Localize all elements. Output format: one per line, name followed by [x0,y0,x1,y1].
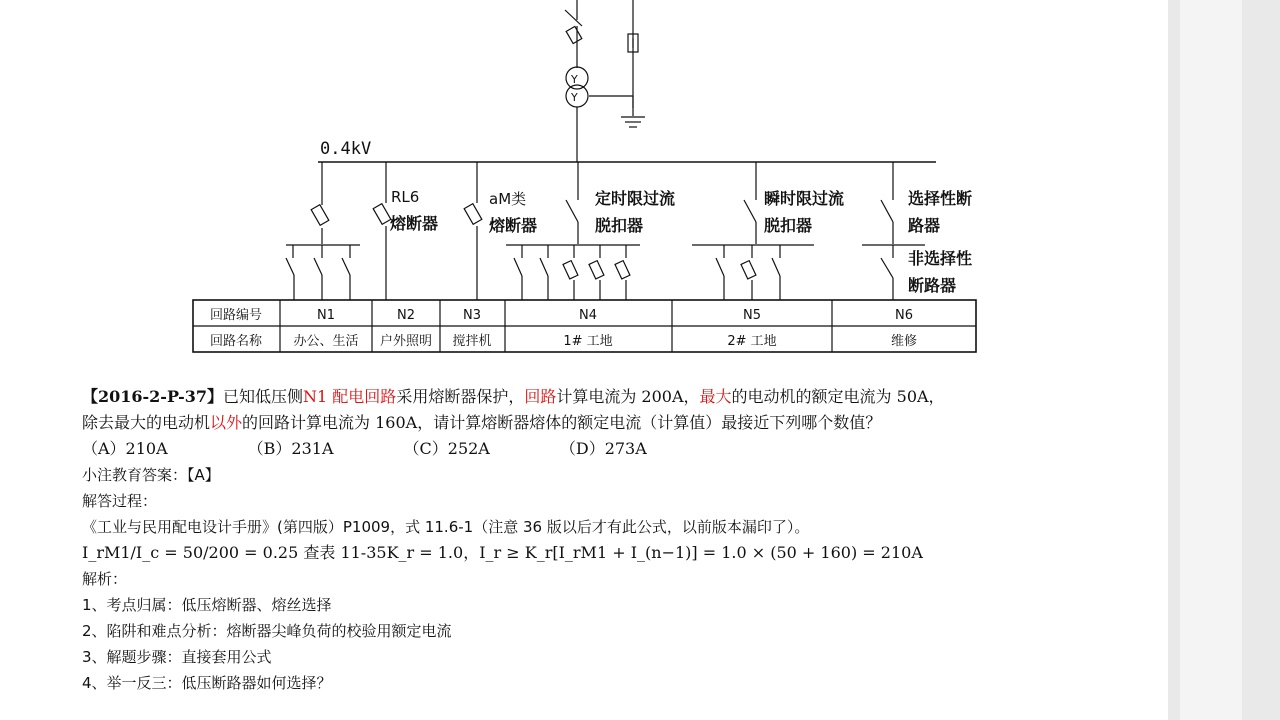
table-cell-name: 搅拌机 [452,334,492,349]
question-line-1 [82,384,1142,410]
scrollbar-track[interactable] [1180,0,1242,720]
question-tag: 【2016-2-P-37】 [82,387,224,406]
reference-line: 《工业与民用配电设计手册》(第四版）P1009，式 11.6-1（注意 36 版以后才有此公式，以前版本漏印了）。 [82,518,810,536]
question-text: 计算电流为 200A， [556,387,700,406]
question-text: 的回路计算电流为 160A，请计算熔断器熔体的额定电流（计算值）最接近下列哪个数值？ [242,413,882,432]
label-selective-line1: 选择性断 [908,189,973,208]
incoming-feeder [565,0,645,162]
options-row [82,436,1142,462]
answer-line: 小注教育答案：【A】 [82,466,220,484]
branch-n3 [464,162,482,300]
label-instant-line1: 瞬时限过流 [764,189,845,208]
svg-text:Y: Y [571,91,578,104]
label-nonselective-line1: 非选择性 [908,249,973,268]
label-rl6-line1: RL6 [391,188,420,206]
label-am-line1: aM类 [489,190,527,208]
branch-n2 [373,162,391,300]
highlight-text: N1 配电回路 [303,387,397,406]
label-selective-line2: 路器 [908,216,941,235]
table-header-name: 回路名称 [209,334,263,349]
question-text: 除去最大的电动机 [82,413,211,432]
table-cell-no: N4 [579,308,597,323]
table-cell-name: 办公、生活 [293,334,359,349]
question-text: 的电动机的额定电流为 50A， [731,387,945,406]
table-cell-name: 户外照明 [379,334,433,349]
table-cell-no: N6 [895,308,913,323]
table-cell-name: 2# 工地 [727,334,777,349]
table-header-no: 回路编号 [209,308,263,323]
option-d[interactable]: （D）273A [559,439,647,458]
table-cell-name: 维修 [890,334,918,349]
highlight-text: 回路 [524,387,557,406]
circuit-table [193,300,976,352]
question-text-block [82,384,1142,696]
bus-voltage-label: 0.4kV [320,139,372,159]
analysis-item: 3、解题步骤：直接套用公式 [82,648,272,666]
analysis-item: 1、考点归属：低压熔断器、熔丝选择 [82,596,332,614]
question-text: 采用熔断器保护， [396,387,525,406]
label-am-line2: 熔断器 [489,216,538,235]
process-title: 解答过程： [82,492,158,510]
highlight-text: 最大 [699,387,732,406]
table-cell-no: N3 [463,308,481,323]
svg-text:Y: Y [571,73,578,86]
question-line-2 [82,410,1142,436]
option-c[interactable]: （C）252A [403,439,490,458]
label-instant-line2: 脱扣器 [764,216,813,235]
analysis-title: 解析： [82,570,128,588]
table-cell-no: N1 [317,308,335,323]
wiring-diagram [0,0,1168,380]
label-rl6-line2: 熔断器 [390,214,439,233]
label-timed-line2: 脱扣器 [595,216,644,235]
highlight-text: 以外 [210,413,243,432]
formula-line: I_rM1/I_c = 50/200 = 0.25 查表 11-35K_r = 1.0，I_r ≥ K_r[I_rM1 + I_(n−1)] = 1.0 × (50 + 160) = 210A [82,543,923,562]
option-b[interactable]: （B）231A [247,439,334,458]
analysis-item: 4、举一反三：低压断路器如何选择？ [82,674,332,692]
label-nonselective-line2: 断路器 [908,276,957,295]
table-cell-no: N2 [397,308,415,323]
option-a[interactable]: （A）210A [82,439,168,458]
analysis-item: 2、陷阱和难点分析：熔断器尖峰负荷的校验用额定电流 [82,622,452,640]
table-cell-no: N5 [743,308,761,323]
question-text: 已知低压侧 [223,387,304,406]
table-cell-name: 1# 工地 [563,334,613,349]
label-timed-line1: 定时限过流 [595,189,676,208]
branch-n1 [286,162,360,300]
